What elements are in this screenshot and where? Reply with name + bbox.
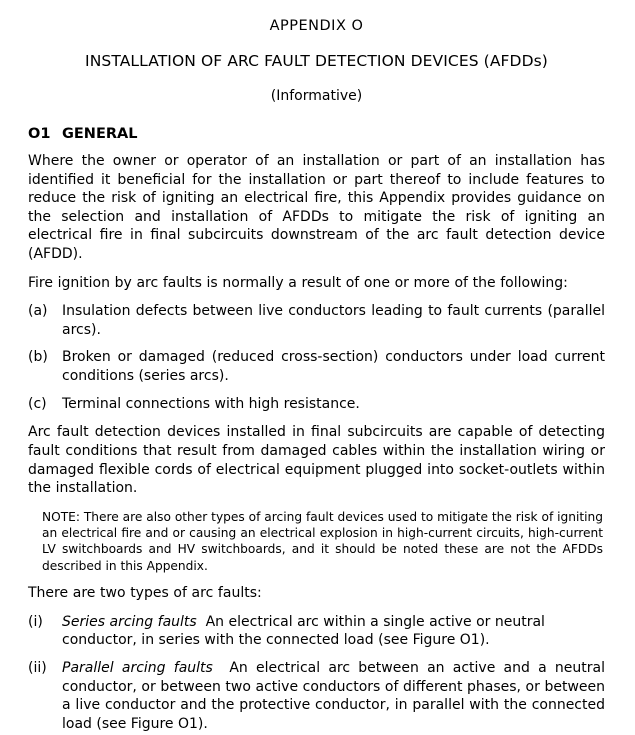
section-title: GENERAL <box>62 126 138 142</box>
list-marker: (ii) <box>28 659 47 676</box>
list-marker: (i) <box>28 613 43 630</box>
term-series-arcing-faults: Series arcing faults <box>62 613 197 630</box>
roman-list <box>28 613 605 734</box>
list-item-text <box>62 659 605 733</box>
appendix-label: APPENDIX O <box>269 18 364 34</box>
page-title: INSTALLATION OF ARC FAULT DETECTION DEVICES (AFDDs) <box>85 52 548 70</box>
list-item <box>28 348 605 385</box>
list-item-text <box>62 613 605 650</box>
list-item-text: Terminal connections with high resistance. <box>62 395 360 412</box>
list-item <box>28 659 605 733</box>
list-marker: (b) <box>28 349 48 366</box>
section-heading <box>28 126 605 142</box>
informative-label: (Informative) <box>270 88 363 104</box>
section-number: O1 <box>28 126 51 142</box>
list-marker: (a) <box>28 303 48 320</box>
lettered-list <box>28 302 605 413</box>
list-item-text: Insulation defects between live conductors leading to fault currents (parallel arcs). <box>62 303 605 338</box>
term-parallel-arcing-faults: Parallel arcing faults <box>62 659 213 676</box>
term-definition: An electrical arc within a single active or neutral conductor, in series with the connected load (see Figure O1). <box>62 613 545 649</box>
term-definition: An electrical arc between an active and a neutral conductor, or between two active conductors of different phases, or between a live conductor and the protective conductor, in parallel with the connected load (see Figure O1). <box>62 659 605 732</box>
list-item <box>28 302 605 339</box>
list-marker: (c) <box>28 395 47 412</box>
paragraph-fire-ignition: Fire ignition by arc faults is normally a result of one or more of the following: <box>28 274 568 291</box>
paragraph-two-types: There are two types of arc faults: <box>28 585 262 602</box>
list-item <box>28 395 605 414</box>
paragraph-general-intro: Where the owner or operator of an installation or part of an installation has identified it beneficial for the installation or part thereof to include features to reduce the risk of igniting an electrical fire, this Appendix provides guidance on the selection and installation of AFDDs to mitigate the risk of igniting an electrical fire in final subcircuits downstream of the arc fault detection device (AFDD). <box>28 153 605 263</box>
paragraph-afdd-capability: Arc fault detection devices installed in final subcircuits are capable of detecting fault conditions that result from damaged cables within the installation wiring or damaged flexible cords of electrical equipment plugged into socket-outlets within the installation. <box>28 424 605 497</box>
list-item-text: Broken or damaged (reduced cross-section) conductors under load current conditions (series arcs). <box>62 349 605 385</box>
list-item <box>28 613 605 650</box>
note-block: NOTE: There are also other types of arcing fault devices used to mitigate the risk of igniting an electrical fire and or causing an electrical explosion in high-current circuits, high-current LV switchboards and HV switchboards, and it should be noted these are not the AFDDs described in this Appendix. <box>42 509 603 573</box>
